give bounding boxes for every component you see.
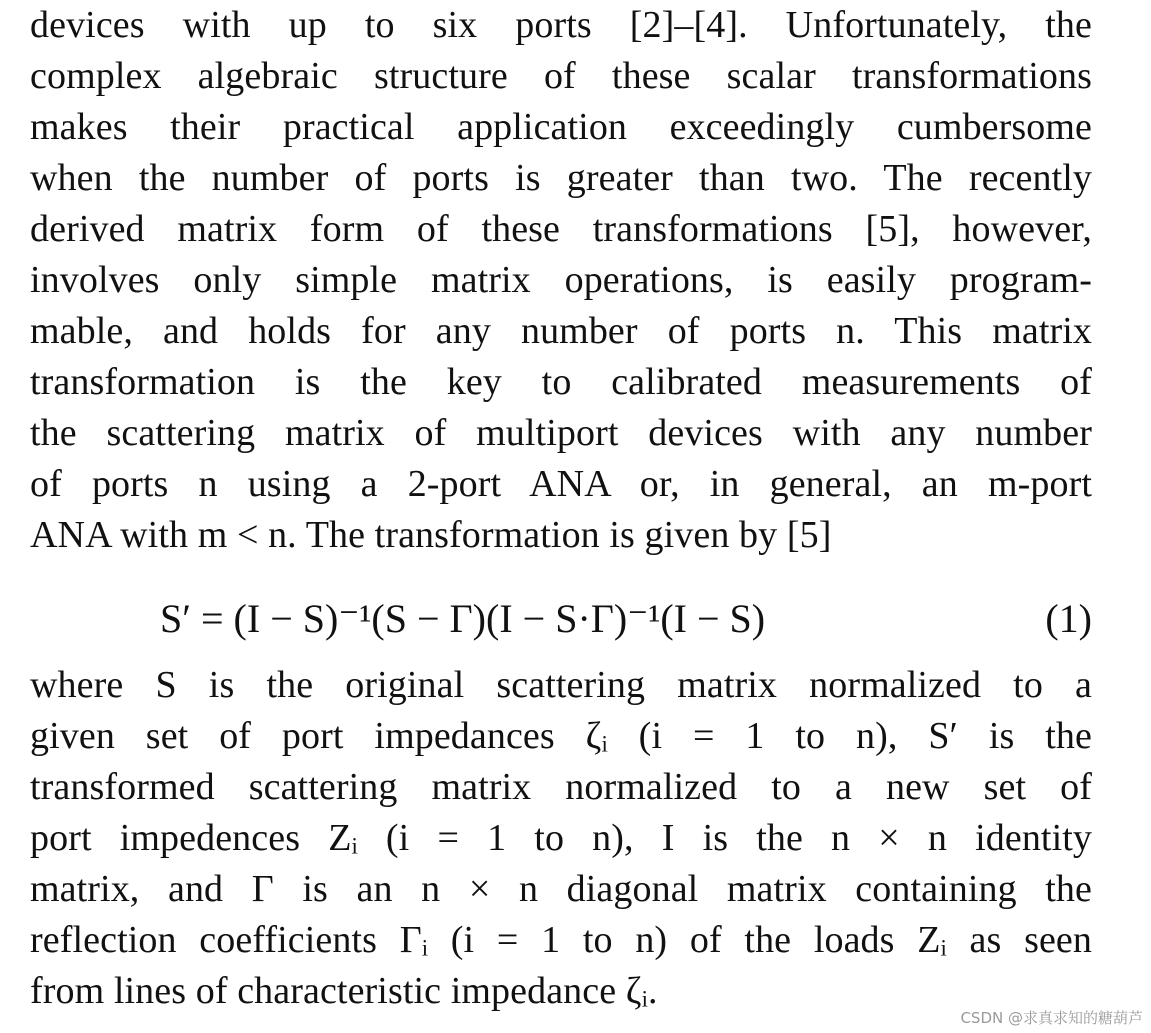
text-line: transformed scattering matrix normalized to a new set of [30, 766, 1092, 808]
equation-1: S′ = (I − S)⁻¹(S − Γ)(I − S·Γ)⁻¹(I − S) [160, 596, 766, 641]
text-line: involves only simple matrix operations, is easily program- [30, 259, 1092, 301]
text-line: complex algebraic structure of these scalar transformations [30, 55, 1092, 97]
equation-number: (1) [1045, 596, 1092, 641]
text-line: derived matrix form of these transformations [5], however, [30, 208, 1092, 250]
text-line: when the number of ports is greater than two. The recently [30, 157, 1092, 199]
text-line: from lines of characteristic impedance ζᵢ. [30, 970, 658, 1012]
watermark: CSDN @求真求知的糖葫芦 [960, 1009, 1143, 1027]
text-line: makes their practical application exceedingly cumbersome [30, 106, 1092, 148]
text-line: transformation is the key to calibrated measurements of [30, 361, 1092, 403]
text-line: mable, and holds for any number of ports n. This matrix [30, 310, 1092, 352]
text-line: ANA with m < n. The transformation is given by [5] [30, 514, 832, 556]
text-line: devices with up to six ports [2]–[4]. Unfortunately, the [30, 4, 1092, 46]
text-line: where S is the original scattering matrix normalized to a [30, 664, 1092, 706]
text-line: given set of port impedances ζᵢ (i = 1 to n), S′ is the [30, 715, 1092, 757]
text-line: reflection coefficients Γᵢ (i = 1 to n) of the loads Zᵢ as seen [30, 919, 1092, 961]
text-line: of ports n using a 2-port ANA or, in general, an m-port [30, 463, 1092, 505]
text-line: matrix, and Γ is an n × n diagonal matrix containing the [30, 868, 1092, 910]
text-line: port impedences Zᵢ (i = 1 to n), I is the n × n identity [30, 817, 1092, 859]
text-line: the scattering matrix of multiport devices with any number [30, 412, 1092, 454]
